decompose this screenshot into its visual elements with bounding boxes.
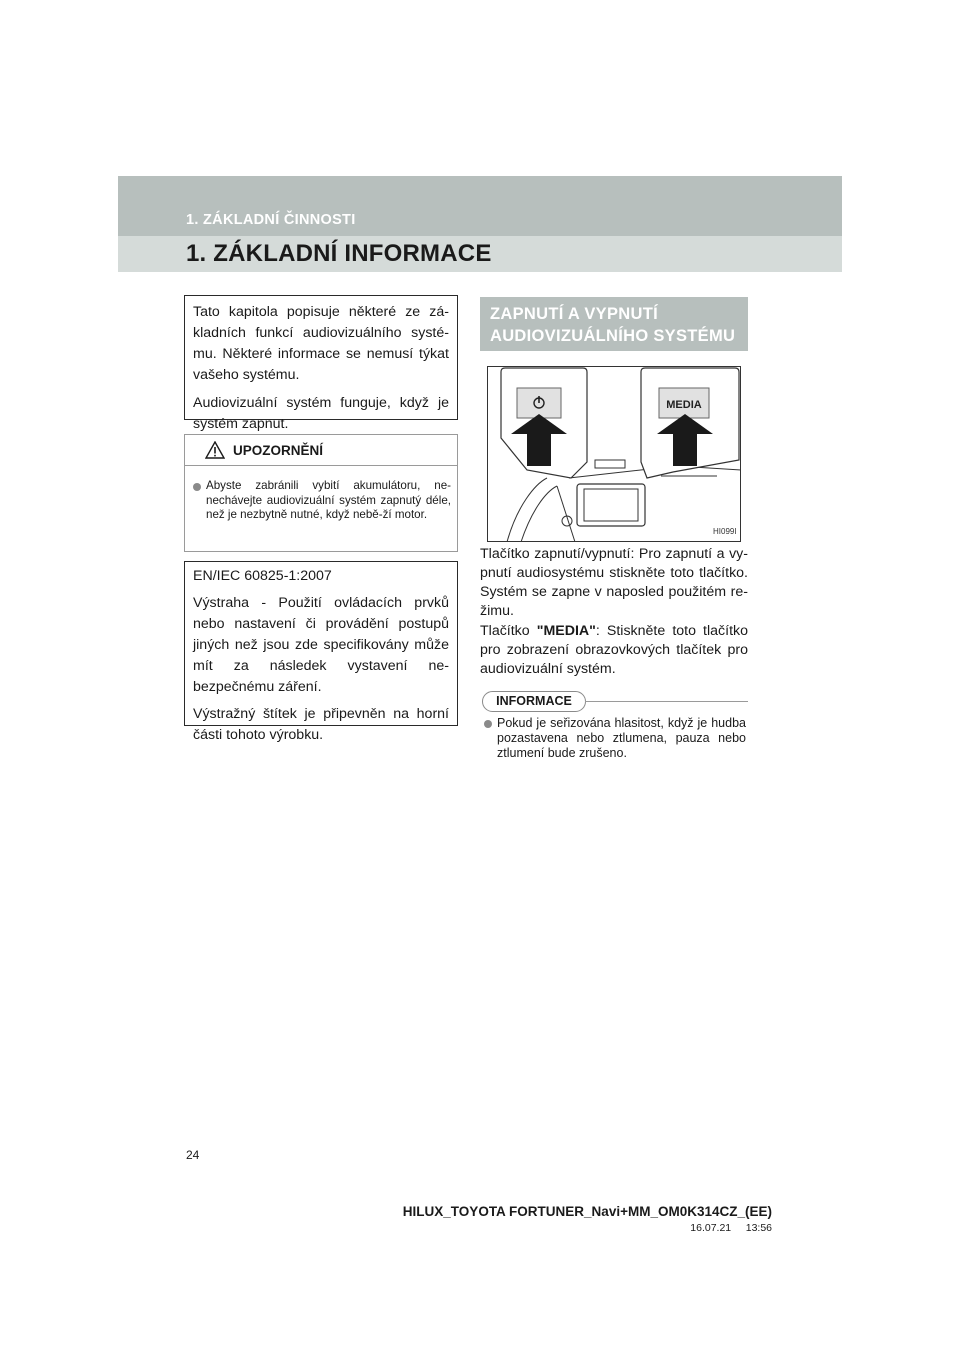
description xyxy=(480,545,748,680)
desc-rest: : Stiskněte toto tlačítko pro zobrazení obrazovkových tlačítek pro audiovizuální systém. xyxy=(480,623,748,677)
section-title-line: ZAPNUTÍ A VYPNUTÍ xyxy=(490,305,658,323)
warning-text: Abyste zabránili vybití akumulátoru, ne-nechávejte audiovizuální systém zapnutý déle, než je nezbytně nutné, když nebě-ží motor. xyxy=(206,479,451,521)
standard-paragraph: Výstraha - Použití ovládacích prvků nebo nastavení či provádění postupů jiných než jsou zde specifikovány může mít za následek vystavení ne-bezpečnému záření. xyxy=(193,595,449,695)
chapter-heading: 1. ZÁKLADNÍ ČINNOSTI xyxy=(186,212,356,228)
intro-paragraph: Audiovizuální systém funguje, když je systém zapnut. xyxy=(193,395,449,432)
standard-box xyxy=(184,561,458,743)
warning-header xyxy=(185,435,457,466)
standard-paragraph: Výstražný štítek je připevněn na horní části tohoto výrobku. xyxy=(193,706,449,743)
bullet-icon xyxy=(193,483,201,491)
description-paragraph: Tlačítko zapnutí/vypnutí: Pro zapnutí a vy-pnutí audiosystému stiskněte toto tlačítko. Systém se zapne v naposled použitém re-žimu. xyxy=(480,546,748,619)
description-paragraph xyxy=(480,622,748,679)
desc-prefix: Tlačítko xyxy=(480,623,537,639)
info-label: INFORMACE xyxy=(482,691,586,712)
standard-code: EN/IEC 60825-1:2007 xyxy=(193,568,332,584)
intro-paragraph: Tato kapitola popisuje některé ze zá-kladních funkcí audiovizuálního systé-mu. Některé informace se nemusí týkat vašeho systému. xyxy=(193,304,449,383)
document-id: HILUX_TOYOTA FORTUNER_Navi+MM_OM0K314CZ_(EE) xyxy=(402,1204,772,1219)
media-button-label: MEDIA xyxy=(666,399,702,411)
figure-id: HI099I xyxy=(713,527,737,536)
intro-box xyxy=(184,295,458,432)
info-text: Pokud je seřizována hlasitost, když je hudba pozastavena nebo ztlumena, pauza nebo ztlumení bude zrušeno. xyxy=(497,716,746,760)
timestamp: 16.07.21 13:56 xyxy=(690,1222,772,1234)
section-heading xyxy=(480,297,748,351)
page-number: 24 xyxy=(186,1148,200,1162)
warning-title: UPOZORNĚNÍ xyxy=(233,443,324,458)
desc-bold: "MEDIA" xyxy=(536,623,596,639)
page-title: 1. ZÁKLADNÍ INFORMACE xyxy=(186,240,492,267)
section-title-line: AUDIOVIZUÁLNÍHO SYSTÉMU xyxy=(490,327,736,345)
dashboard-illustration xyxy=(487,366,741,542)
info-item xyxy=(484,716,746,761)
bullet-icon xyxy=(484,720,492,728)
warning-box xyxy=(184,434,458,552)
info-divider xyxy=(585,701,748,702)
warning-item xyxy=(193,479,451,523)
warning-icon xyxy=(205,441,225,459)
